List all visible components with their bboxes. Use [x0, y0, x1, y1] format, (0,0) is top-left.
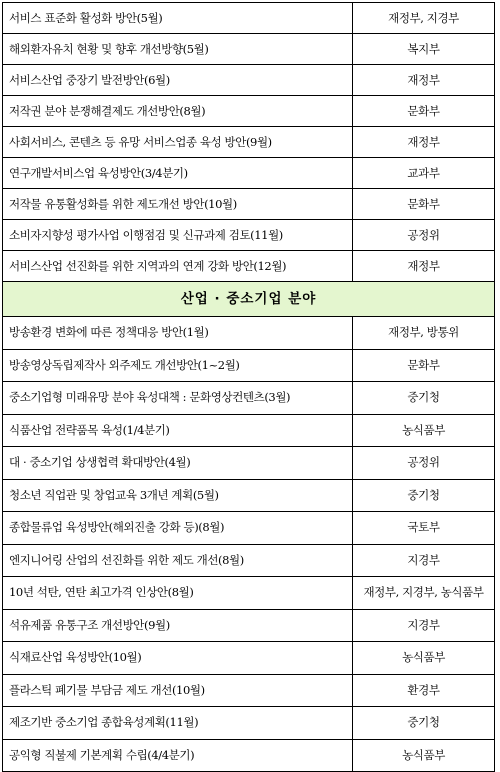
dept-cell: 재정부, 지경부 [353, 3, 495, 34]
table-row [3, 577, 495, 610]
table-row [3, 317, 495, 350]
dept-cell: 중기청 [353, 479, 495, 512]
table-row [3, 34, 495, 65]
item-cell: 엔지니어링 산업의 선진화를 위한 제도 개선(8월) [3, 544, 353, 577]
item-cell: 10년 석탄, 연탄 최고가격 인상안(8월) [3, 577, 353, 610]
table-row [3, 96, 495, 127]
dept-cell: 재정부 [353, 251, 495, 282]
dept-cell: 문화부 [353, 96, 495, 127]
dept-cell: 문화부 [353, 349, 495, 382]
item-cell: 대 · 중소기업 상생협력 확대방안(4월) [3, 447, 353, 480]
dept-cell: 환경부 [353, 674, 495, 707]
item-cell: 서비스 표준화 활성화 방안(5월) [3, 3, 353, 34]
dept-cell: 재정부 [353, 127, 495, 158]
dept-cell: 농식품부 [353, 739, 495, 772]
item-cell: 플라스틱 폐기물 부담금 제도 개선(10월) [3, 674, 353, 707]
table-row [3, 3, 495, 34]
item-cell: 저작물 유통활성화를 위한 제도개선 방안(10월) [3, 189, 353, 220]
table-row [3, 544, 495, 577]
table-row [3, 414, 495, 447]
table-row [3, 349, 495, 382]
dept-cell: 지경부 [353, 544, 495, 577]
table-row [3, 447, 495, 480]
service-section-body [3, 3, 495, 282]
item-cell: 석유제품 유통구조 개선방안(9월) [3, 609, 353, 642]
item-cell: 사회서비스, 콘텐츠 등 유망 서비스업종 육성 방안(9월) [3, 127, 353, 158]
dept-cell: 공정위 [353, 447, 495, 480]
table-row [3, 251, 495, 282]
dept-cell: 농식품부 [353, 414, 495, 447]
table-row [3, 220, 495, 251]
item-cell: 서비스산업 선진화를 위한 지역과의 연계 강화 방안(12월) [3, 251, 353, 282]
table-row [3, 382, 495, 415]
item-cell: 방송영상독립제작사 외주제도 개선방안(1~2월) [3, 349, 353, 382]
table-row [3, 642, 495, 675]
item-cell: 방송환경 변화에 따른 정책대응 방안(1월) [3, 317, 353, 350]
policy-table-container [2, 2, 494, 772]
dept-cell: 중기청 [353, 382, 495, 415]
item-cell: 청소년 직업관 및 창업교육 3개년 계획(5월) [3, 479, 353, 512]
item-cell: 해외환자유치 현황 및 향후 개선방향(5월) [3, 34, 353, 65]
item-cell: 종합물류업 육성방안(해외진출 강화 등)(8월) [3, 512, 353, 545]
dept-cell: 재정부, 지경부, 농식품부 [353, 577, 495, 610]
dept-cell: 공정위 [353, 220, 495, 251]
dept-cell: 농식품부 [353, 642, 495, 675]
dept-cell: 문화부 [353, 189, 495, 220]
policy-agenda-table [2, 2, 495, 772]
table-row [3, 189, 495, 220]
industry-section-body [3, 282, 495, 772]
item-cell: 연구개발서비스업 육성방안(3/4분기) [3, 158, 353, 189]
section-header-row [3, 282, 495, 317]
table-row [3, 127, 495, 158]
item-cell: 식품산업 전략품목 육성(1/4분기) [3, 414, 353, 447]
dept-cell: 지경부 [353, 609, 495, 642]
item-cell: 공익형 직불제 기본계획 수립(4/4분기) [3, 739, 353, 772]
table-row [3, 674, 495, 707]
section-title: 산업 · 중소기업 분야 [3, 282, 495, 317]
dept-cell: 중기청 [353, 707, 495, 740]
table-row [3, 609, 495, 642]
item-cell: 식재료산업 육성방안(10월) [3, 642, 353, 675]
table-row [3, 479, 495, 512]
table-row [3, 65, 495, 96]
item-cell: 소비자지향성 평가사업 이행점검 및 신규과제 검토(11월) [3, 220, 353, 251]
item-cell: 저작권 분야 분쟁해결제도 개선방안(8월) [3, 96, 353, 127]
dept-cell: 복지부 [353, 34, 495, 65]
item-cell: 서비스산업 중장기 발전방안(6월) [3, 65, 353, 96]
dept-cell: 국토부 [353, 512, 495, 545]
table-row [3, 512, 495, 545]
dept-cell: 재정부 [353, 65, 495, 96]
table-row [3, 158, 495, 189]
table-row [3, 707, 495, 740]
item-cell: 제조기반 중소기업 종합육성계획(11월) [3, 707, 353, 740]
dept-cell: 교과부 [353, 158, 495, 189]
table-row [3, 739, 495, 772]
dept-cell: 재정부, 방통위 [353, 317, 495, 350]
item-cell: 중소기업형 미래유망 분야 육성대책 : 문화영상컨텐츠(3월) [3, 382, 353, 415]
